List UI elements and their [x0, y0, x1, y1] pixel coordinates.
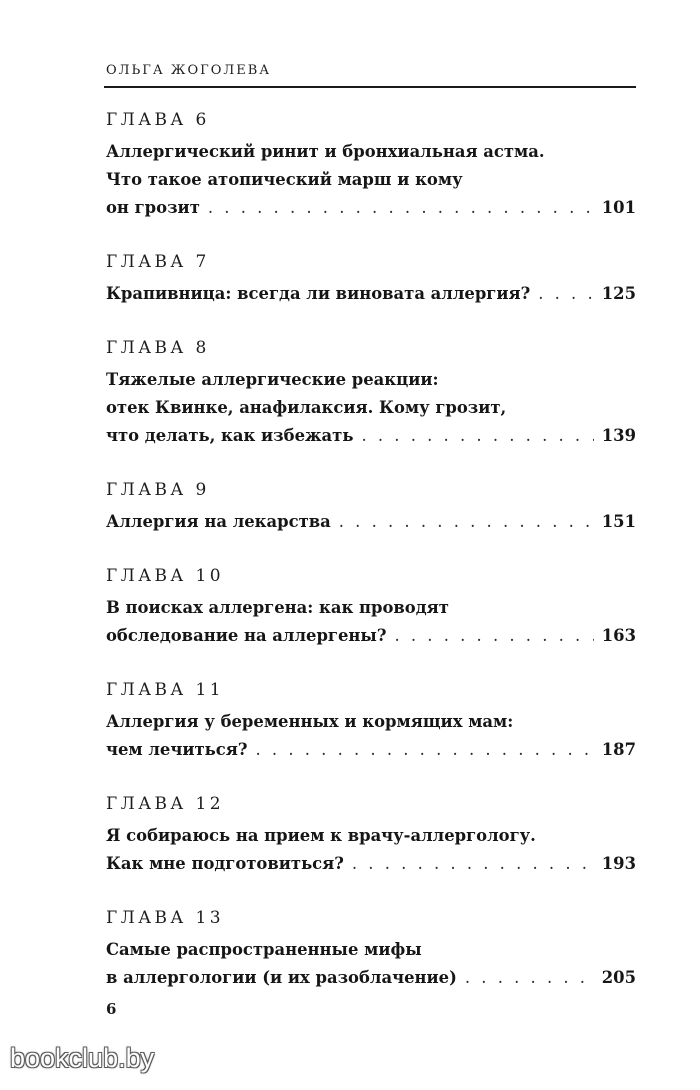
chapter-label: ГЛАВА 10 [106, 566, 224, 586]
chapter-title-text: Крапивница: всегда ли виновата аллергия? [106, 284, 531, 303]
page-number: 205 [601, 968, 636, 987]
toc-entry-chapter-8 [106, 336, 636, 450]
chapter-title-last-line [106, 964, 636, 992]
chapter-label: ГЛАВА 11 [106, 680, 224, 700]
chapter-title-last-line [106, 850, 636, 878]
page-number: 125 [601, 284, 636, 303]
chapter-label: ГЛАВА 12 [106, 794, 224, 814]
page-folio-number: 6 [106, 1000, 117, 1018]
header-rule [104, 86, 636, 88]
toc-entry-chapter-7 [106, 250, 636, 308]
toc-entry-chapter-10 [106, 564, 636, 650]
chapter-title-text: обследование на аллергены? [106, 626, 387, 645]
site-watermark: bookclub.by [10, 1043, 155, 1073]
dot-leader [361, 422, 593, 450]
chapter-title-last-line [106, 736, 636, 764]
toc-entry-chapter-13 [106, 906, 636, 992]
page-number: 163 [601, 626, 636, 645]
chapter-title-text: он грозит [106, 198, 200, 217]
running-head-author: ОЛЬГА ЖОГОЛЕВА [106, 63, 272, 78]
chapter-label: ГЛАВА 13 [106, 908, 224, 928]
dot-leader [208, 194, 594, 222]
dot-leader [339, 508, 594, 536]
toc-entry-chapter-12 [106, 792, 636, 878]
chapter-title-last-line [106, 280, 636, 308]
chapter-title-text: что делать, как избежать [106, 426, 354, 445]
chapter-label: ГЛАВА 9 [106, 480, 210, 500]
chapter-title-line: Что такое атопический марш и кому [106, 170, 463, 189]
dot-leader [394, 622, 593, 650]
chapter-title-text: Как мне подготовиться? [106, 854, 344, 873]
chapter-title-text: в аллергологии (и их разоблачение) [106, 968, 457, 987]
chapter-title-line: Самые распространенные мифы [106, 940, 422, 959]
chapter-title-line: Аллергия у беременных и кормящих мам: [106, 712, 514, 731]
chapter-title-last-line [106, 194, 636, 222]
toc-entry-chapter-11 [106, 678, 636, 764]
chapter-title-text: чем лечиться? [106, 740, 248, 759]
page-number: 193 [601, 854, 636, 873]
page-number: 151 [601, 512, 636, 531]
chapter-label: ГЛАВА 6 [106, 110, 210, 130]
dot-leader [352, 850, 594, 878]
dot-leader [255, 736, 593, 764]
chapter-title-line: Тяжелые аллергические реакции: [106, 370, 439, 389]
dot-leader [465, 964, 594, 992]
chapter-title-line: отек Квинке, анафилаксия. Кому грозит, [106, 398, 507, 417]
chapter-label: ГЛАВА 8 [106, 338, 210, 358]
chapter-label: ГЛАВА 7 [106, 252, 210, 272]
chapter-title-last-line [106, 622, 636, 650]
chapter-title-line: В поисках аллергена: как проводят [106, 598, 449, 617]
page-number: 187 [601, 740, 636, 759]
dot-leader [538, 280, 594, 308]
chapter-title-last-line [106, 422, 636, 450]
chapter-title-line: Аллергический ринит и бронхиальная астма. [106, 142, 545, 161]
chapter-title-line: Я собираюсь на прием к врачу-аллергологу. [106, 826, 536, 845]
page-number: 101 [601, 198, 636, 217]
chapter-title-last-line [106, 508, 636, 536]
table-of-contents [106, 108, 636, 992]
toc-entry-chapter-6 [106, 108, 636, 222]
toc-entry-chapter-9 [106, 478, 636, 536]
page-number: 139 [601, 426, 636, 445]
chapter-title-text: Аллергия на лекарства [106, 512, 331, 531]
